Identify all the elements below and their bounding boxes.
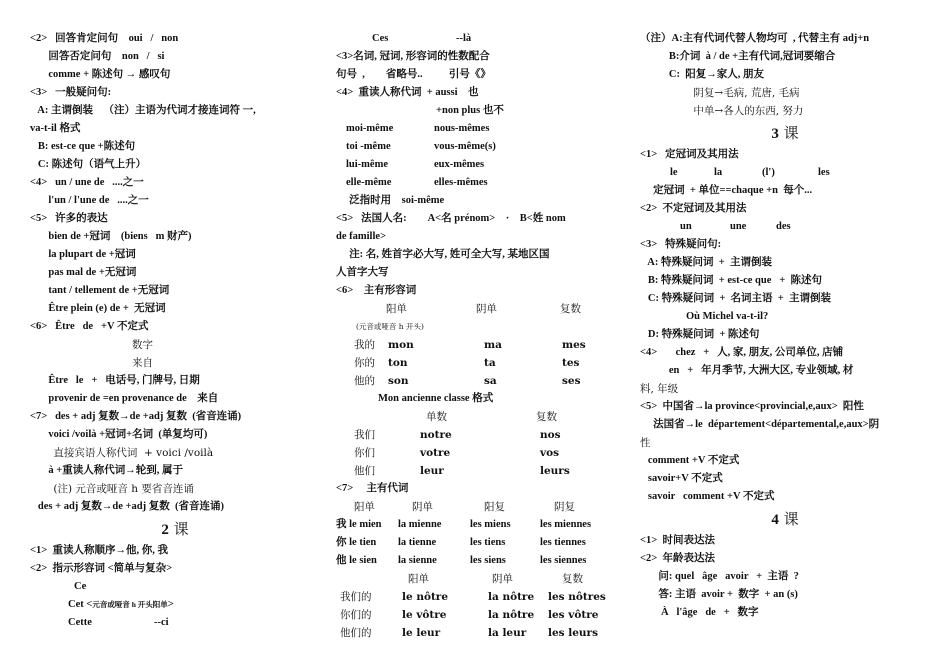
text-line: [336, 390, 621, 408]
table-cell: votre: [420, 447, 451, 459]
text-line: tant / tellement de +无冠词: [30, 285, 170, 296]
text-fragment: --là: [456, 33, 472, 44]
text-line: C: 陈述句（语气上升）: [30, 159, 147, 170]
text-line: [30, 336, 320, 354]
table-cell: vous-même(s): [434, 141, 496, 152]
text-line: 定冠词 + 单位==chaque +n 每个...: [640, 185, 813, 196]
text-line: 中单→各人的东西, 努力: [640, 105, 804, 117]
table-cell: les tiens: [470, 537, 506, 548]
text-line: À l'âge de + 数字: [640, 607, 759, 618]
table-cell: 阳复: [484, 501, 505, 513]
text-line: bien de +冠词 (biens m 财产): [30, 231, 192, 242]
text-line: <7> 主有代词: [336, 483, 409, 494]
table-cell: 复数: [562, 573, 583, 585]
text-fragment: Cet <: [68, 599, 93, 610]
text-line: [30, 578, 320, 596]
text-line: <2> 回答肯定问句 oui / non: [30, 33, 179, 44]
text-line: [68, 596, 174, 614]
text-line: 料, 年级: [640, 383, 679, 395]
text-line: comme + 陈述句 → 感叹句: [30, 69, 171, 80]
table-cell: la nôtre: [488, 591, 535, 603]
table-cell: la mienne: [398, 519, 442, 530]
list-item: [336, 120, 621, 138]
table-cell: sa: [484, 375, 497, 387]
table-cell: les miens: [470, 519, 511, 530]
table-cell: moi-même: [346, 123, 394, 134]
table-cell: elles-mêmes: [434, 177, 488, 188]
text-line: [30, 596, 320, 614]
text-line: 回答否定问句 non / si: [30, 51, 165, 62]
table-cell: un: [680, 221, 692, 232]
table-row: [336, 336, 621, 354]
text-line: <1> 时间表达法: [640, 535, 715, 546]
table-header: [336, 570, 621, 588]
text-line: 人首字大写: [336, 267, 389, 278]
text-line: 注: 名, 姓首字必大写, 姓可全大写, 某地区国: [336, 249, 550, 260]
table-cell: nous-mêmes: [434, 123, 490, 134]
table-cell: leurs: [540, 465, 570, 477]
text-line: <5> 法国人名: A<名 prénom> · B<姓 nom: [336, 213, 566, 224]
table-cell: lui-même: [346, 159, 388, 170]
list-item: [336, 174, 621, 192]
text-fragment: >: [167, 599, 174, 610]
text-line: 直接宾语人称代词 + voici /voilà: [30, 447, 214, 459]
text-line: C: 阳复→家人, 朋友: [640, 69, 764, 80]
indefinite-article-row: [640, 218, 930, 236]
text-line: 答: 主语 avoir + 数字 + an (s): [640, 589, 798, 600]
text-line: 句号 , 省略号.. 引号《》: [336, 69, 491, 80]
table-cell: une: [730, 221, 747, 232]
text-line: <6> Être de +V 不定式: [30, 321, 149, 332]
table-cell: tes: [562, 357, 580, 369]
text-line: <5> 中国省→la province<provincial,e,aux> 阳性: [640, 401, 864, 412]
text-line: l'un / l'une de ....之一: [30, 195, 149, 206]
table-row: [336, 588, 621, 606]
table-cell: 我的: [354, 339, 375, 351]
text-fragment: Ces: [372, 33, 389, 44]
lesson-word: 课: [783, 510, 799, 528]
lesson-heading: [640, 506, 930, 532]
table-cell: les miennes: [540, 519, 592, 530]
text-line: savoir comment +V 不定式: [640, 491, 775, 502]
text-line: B: 特殊疑问词 + est-ce que + 陈述句: [640, 275, 822, 286]
text-line: <3> 特殊疑问句:: [640, 239, 722, 250]
lesson-heading: [30, 516, 320, 542]
text-fragment: Cette: [68, 617, 92, 628]
text-line: <7> des + adj 复数→de +adj 复数 (省音连诵): [30, 411, 242, 422]
table-cell: vos: [540, 447, 560, 459]
column-right: [640, 30, 930, 622]
table-cell: la: [714, 167, 723, 178]
table-row: [336, 372, 621, 390]
text-line: <2> 指示形容词 <简单与复杂>: [30, 563, 173, 574]
table-cell: les siens: [470, 555, 506, 566]
text-line: 数字: [132, 339, 153, 351]
table-cell: 复数: [536, 411, 557, 423]
text-line: <3>名词, 冠词, 形容词的性数配合: [336, 51, 490, 62]
text-line: Être plein (e) de + 无冠词: [30, 303, 166, 314]
text-line: 来自: [132, 357, 153, 369]
text-line: <1> 重读人称顺序→他, 你, 我: [30, 545, 168, 556]
table-cell: 我们的: [340, 591, 372, 603]
table-cell: la tienne: [398, 537, 437, 548]
table-cell: les leurs: [548, 627, 598, 639]
table-header: [336, 498, 621, 516]
text-line: D: 特殊疑问词 + 陈述句: [640, 329, 760, 340]
table-cell: 阴单: [412, 501, 433, 513]
text-fragment: --ci: [154, 617, 169, 628]
list-item: [336, 138, 621, 156]
table-cell: notre: [420, 429, 452, 441]
table-row: [336, 606, 621, 624]
text-line: <1> 定冠词及其用法: [640, 149, 739, 160]
table-row: [336, 516, 621, 534]
table-cell: le nôtre: [402, 591, 449, 603]
table-cell: les vôtre: [548, 609, 599, 621]
text-line: <4> chez + 人, 家, 朋友, 公司单位, 店铺: [640, 347, 844, 358]
text-line: la plupart de +冠词: [30, 249, 136, 260]
table-cell: 阳单: [408, 573, 429, 585]
text-line: B:介词 à / de +主有代词,冠词要缩合: [640, 51, 836, 62]
text-line: [640, 308, 930, 326]
table-cell: ton: [388, 357, 408, 369]
text-line: (注) 元音或哑音 h 要省音连诵: [30, 483, 194, 495]
table-cell: 你的: [354, 357, 375, 369]
text-line: （注）A:主有代词代替人物均可 , 代替主有 adj+n: [640, 33, 870, 44]
table-row: [336, 624, 621, 642]
table-cell: mes: [562, 339, 586, 351]
text-line: <4> un / une de ....之一: [30, 177, 144, 188]
table-cell: 他的: [354, 375, 375, 387]
table-cell: 阳单: [354, 501, 375, 513]
text-line: Être le + 电话号, 门牌号, 日期: [30, 375, 200, 386]
text-line: [30, 354, 320, 372]
table-cell: le leur: [402, 627, 441, 639]
text-line: A: 特殊疑问词 + 主谓倒装: [640, 257, 772, 268]
text-line: 问: quel âge avoir + 主语 ?: [640, 571, 799, 582]
possessive-pronoun-table: [336, 516, 621, 570]
table-header: [336, 408, 621, 426]
text-line: à +重读人称代词→轮到, 属于: [30, 465, 183, 476]
text-line: provenir de =en provenance de 来自: [30, 393, 219, 404]
text-line: <4> 重读人称代词 + aussi 也: [336, 87, 479, 98]
text-fragment: 元音或哑音 h 开头阳单: [92, 600, 168, 609]
table-cell: 你们: [354, 447, 375, 459]
table-cell: 他 le sien: [336, 555, 377, 566]
column-left: [30, 30, 320, 632]
table-cell: leur: [420, 465, 444, 477]
table-cell: 他们: [354, 465, 375, 477]
text-line: en + 年月季节, 大洲大区, 专业领域, 材: [640, 365, 854, 376]
table-cell: 你 le tien: [336, 537, 377, 548]
text-line: 法国省→le département<départemental,e,aux>阴: [640, 419, 880, 430]
table-row: [336, 534, 621, 552]
definite-article-row: [640, 164, 930, 182]
text-line: <2> 年龄表达法: [640, 553, 715, 564]
text-fragment: (元音或哑音 h 开头): [356, 322, 424, 331]
table-cell: eux-mêmes: [434, 159, 485, 170]
text-line: C: 特殊疑问词 + 名词主语 + 主谓倒装: [640, 293, 832, 304]
text-line: [336, 30, 621, 48]
table-cell: le vôtre: [402, 609, 447, 621]
text-line: B: est-ce que +陈述句: [30, 141, 136, 152]
table-cell: 阴单: [476, 303, 497, 315]
plural-possessive-table: [336, 426, 621, 480]
table-row: [336, 462, 621, 480]
text-line: Ce: [74, 581, 87, 592]
table-row: [336, 444, 621, 462]
table-cell: ta: [484, 357, 496, 369]
table-cell: elle-même: [346, 177, 392, 188]
text-fragment: Où Michel va-t-il?: [686, 311, 769, 322]
reflexive-list: [336, 120, 621, 192]
table-cell: 他们的: [340, 627, 372, 639]
lesson-word: 课: [783, 124, 799, 142]
table-cell: ma: [484, 339, 502, 351]
lesson-word: 课: [173, 520, 189, 538]
text-line: pas mal de +无冠词: [30, 267, 137, 278]
text-line: 泛指时用 soi-même: [336, 195, 445, 206]
table-cell: ses: [562, 375, 581, 387]
table-cell: la nôtre: [488, 609, 535, 621]
possessive-pronoun-plural-table: [336, 588, 621, 642]
table-row: [336, 426, 621, 444]
text-line: savoir+V 不定式: [640, 473, 723, 484]
text-fragment: Mon ancienne classe 格式: [378, 393, 494, 404]
table-cell: des: [776, 221, 791, 232]
table-row: [336, 552, 621, 570]
table-cell: les: [818, 167, 830, 178]
table-cell: son: [388, 375, 409, 387]
table-cell: les nôtres: [548, 591, 606, 603]
text-line: [30, 614, 320, 632]
text-line: voici /voilà +冠词+名词 (单复均可): [30, 429, 208, 440]
table-cell: 我 le mien: [336, 519, 382, 530]
lesson-number: 4: [771, 512, 779, 528]
table-cell: 你们的: [340, 609, 372, 621]
text-line: des + adj 复数→de +adj 复数 (省音连诵): [30, 501, 224, 512]
lesson-heading: [640, 120, 930, 146]
text-line: 阴复→毛病, 荒唐, 毛病: [640, 87, 800, 99]
column-middle: [336, 30, 621, 642]
table-cell: 阴复: [554, 501, 575, 513]
text-line: <6> 主有形容词: [336, 285, 417, 296]
table-cell: 阴单: [492, 573, 513, 585]
text-line: va-t-il 格式: [30, 123, 81, 134]
lesson-number: 2: [161, 522, 169, 538]
table-cell: 复数: [560, 303, 581, 315]
text-fragment: +non plus 也不: [436, 105, 504, 116]
table-cell: 我们: [354, 429, 375, 441]
text-line: 性: [640, 437, 651, 449]
text-line: <3> 一般疑问句:: [30, 87, 112, 98]
table-cell: toi -même: [346, 141, 391, 152]
table-cell: la leur: [488, 627, 527, 639]
possessive-adjective-table: [336, 336, 621, 390]
text-line: [336, 318, 621, 336]
text-line: [336, 102, 621, 120]
list-item: [336, 156, 621, 174]
table-cell: la sienne: [398, 555, 437, 566]
text-line: <2> 不定冠词及其用法: [640, 203, 747, 214]
table-cell: les siennes: [540, 555, 587, 566]
table-header: [336, 300, 621, 318]
table-cell: les tiennes: [540, 537, 586, 548]
table-cell: (l'): [762, 167, 775, 178]
table-cell: mon: [388, 339, 414, 351]
text-line: de famille>: [336, 231, 387, 242]
text-line: A: 主谓倒装 （注）主语为代词才接连词符 一,: [30, 105, 256, 116]
lesson-number: 3: [771, 126, 779, 142]
table-row: [336, 354, 621, 372]
table-cell: nos: [540, 429, 561, 441]
text-line: <5> 许多的表达: [30, 213, 108, 224]
text-line: comment +V 不定式: [640, 455, 740, 466]
table-cell: 阳单: [386, 303, 407, 315]
table-cell: 单数: [426, 411, 447, 423]
table-cell: le: [670, 167, 678, 178]
